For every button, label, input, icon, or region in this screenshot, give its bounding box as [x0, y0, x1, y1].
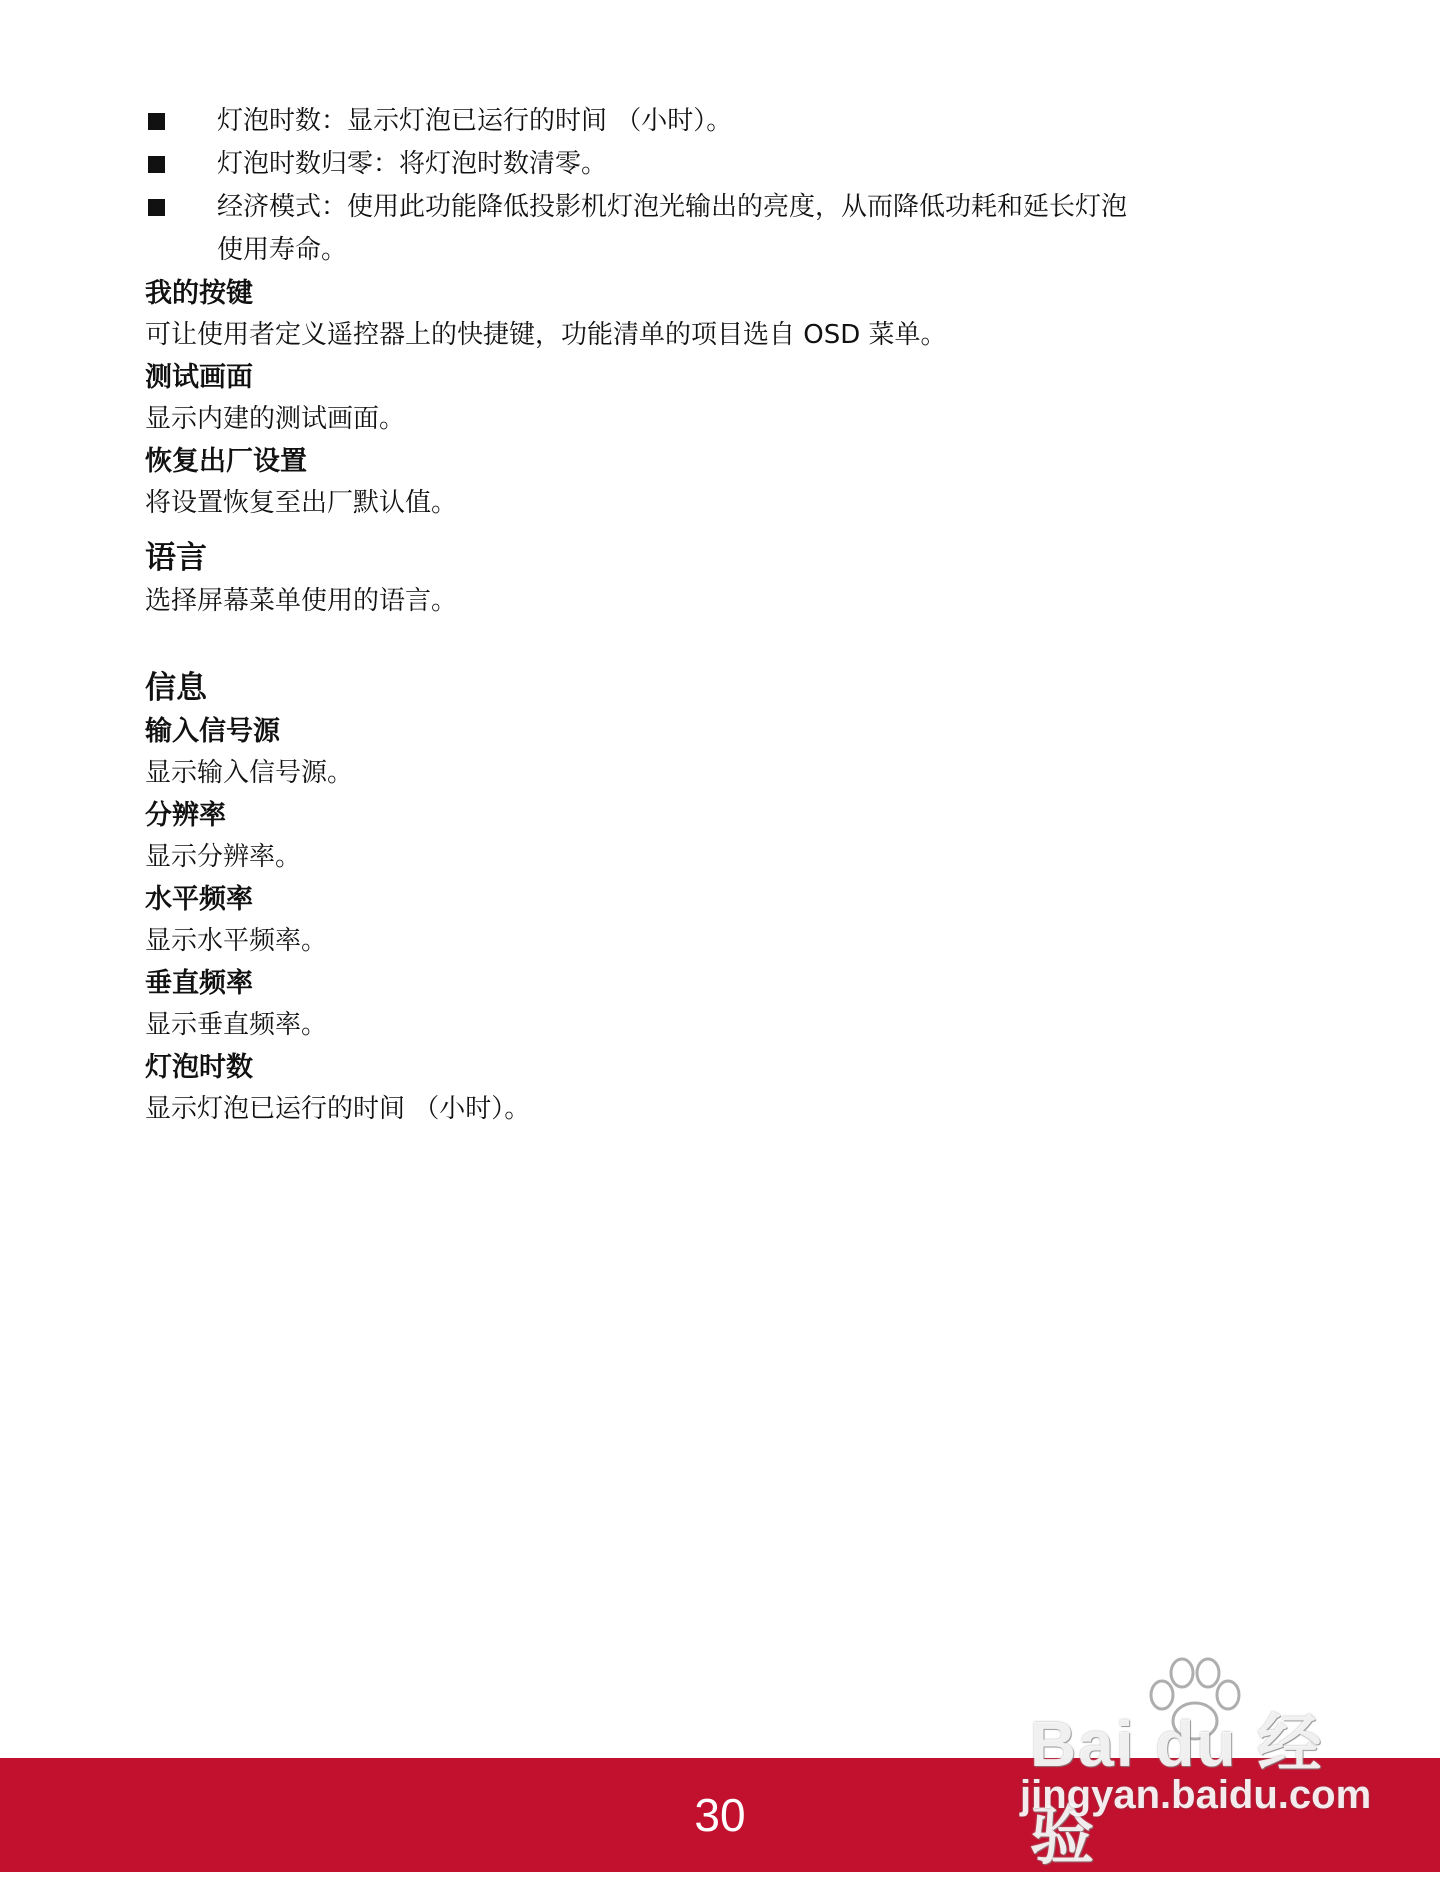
bullet-text: 灯泡时数归零：将灯泡时数清零。 [217, 149, 608, 179]
bullet-item [145, 186, 1285, 272]
square-bullet-icon [148, 156, 165, 173]
section-heading: 恢复出厂设置 [145, 446, 307, 477]
bullet-text: 灯泡时数：显示灯泡已运行的时间 （小时）。 [217, 106, 733, 136]
square-bullet-icon [148, 199, 165, 216]
spacer [145, 524, 1285, 536]
info-item-heading: 垂直频率 [145, 968, 253, 999]
info-item-text: 显示垂直频率。 [145, 1010, 328, 1040]
section-text: 将设置恢复至出厂默认值。 [145, 488, 458, 518]
section-text: 显示内建的测试画面。 [145, 404, 406, 434]
section-text: 选择屏幕菜单使用的语言。 [145, 586, 458, 616]
info-item-heading: 水平频率 [145, 884, 253, 915]
section-heading: 测试画面 [145, 362, 253, 393]
page-content [145, 100, 1285, 1130]
bullet-text-continued: 使用寿命。 [217, 235, 348, 265]
info-section-title: 信息 [145, 670, 207, 706]
info-item-heading: 分辨率 [145, 800, 226, 831]
square-bullet-icon [148, 113, 165, 130]
section-text: 可让使用者定义遥控器上的快捷键，功能清单的项目选自 OSD 菜单。 [145, 320, 947, 350]
spacer [145, 622, 1285, 666]
section-heading: 语言 [145, 540, 207, 576]
page-number: 30 [694, 1789, 746, 1841]
info-item-heading: 输入信号源 [145, 716, 280, 747]
info-item-text: 显示分辨率。 [145, 842, 302, 872]
info-item-text: 显示输入信号源。 [145, 758, 354, 788]
info-item-text: 显示水平频率。 [145, 926, 328, 956]
watermark-logo: Bai du 经验 [1030, 1708, 1324, 1872]
section-heading: 我的按键 [145, 278, 253, 309]
bullet-text: 经济模式：使用此功能降低投影机灯泡光输出的亮度，从而降低功耗和延长灯泡 [217, 192, 1128, 222]
info-item-text: 显示灯泡已运行的时间 （小时）。 [145, 1094, 531, 1124]
watermark-url: jingyan.baidu.com [1020, 1773, 1372, 1817]
info-item-heading: 灯泡时数 [145, 1052, 253, 1083]
baidu-watermark [1020, 1655, 1380, 1872]
bullet-item [145, 100, 1285, 143]
bullet-item [145, 143, 1285, 186]
